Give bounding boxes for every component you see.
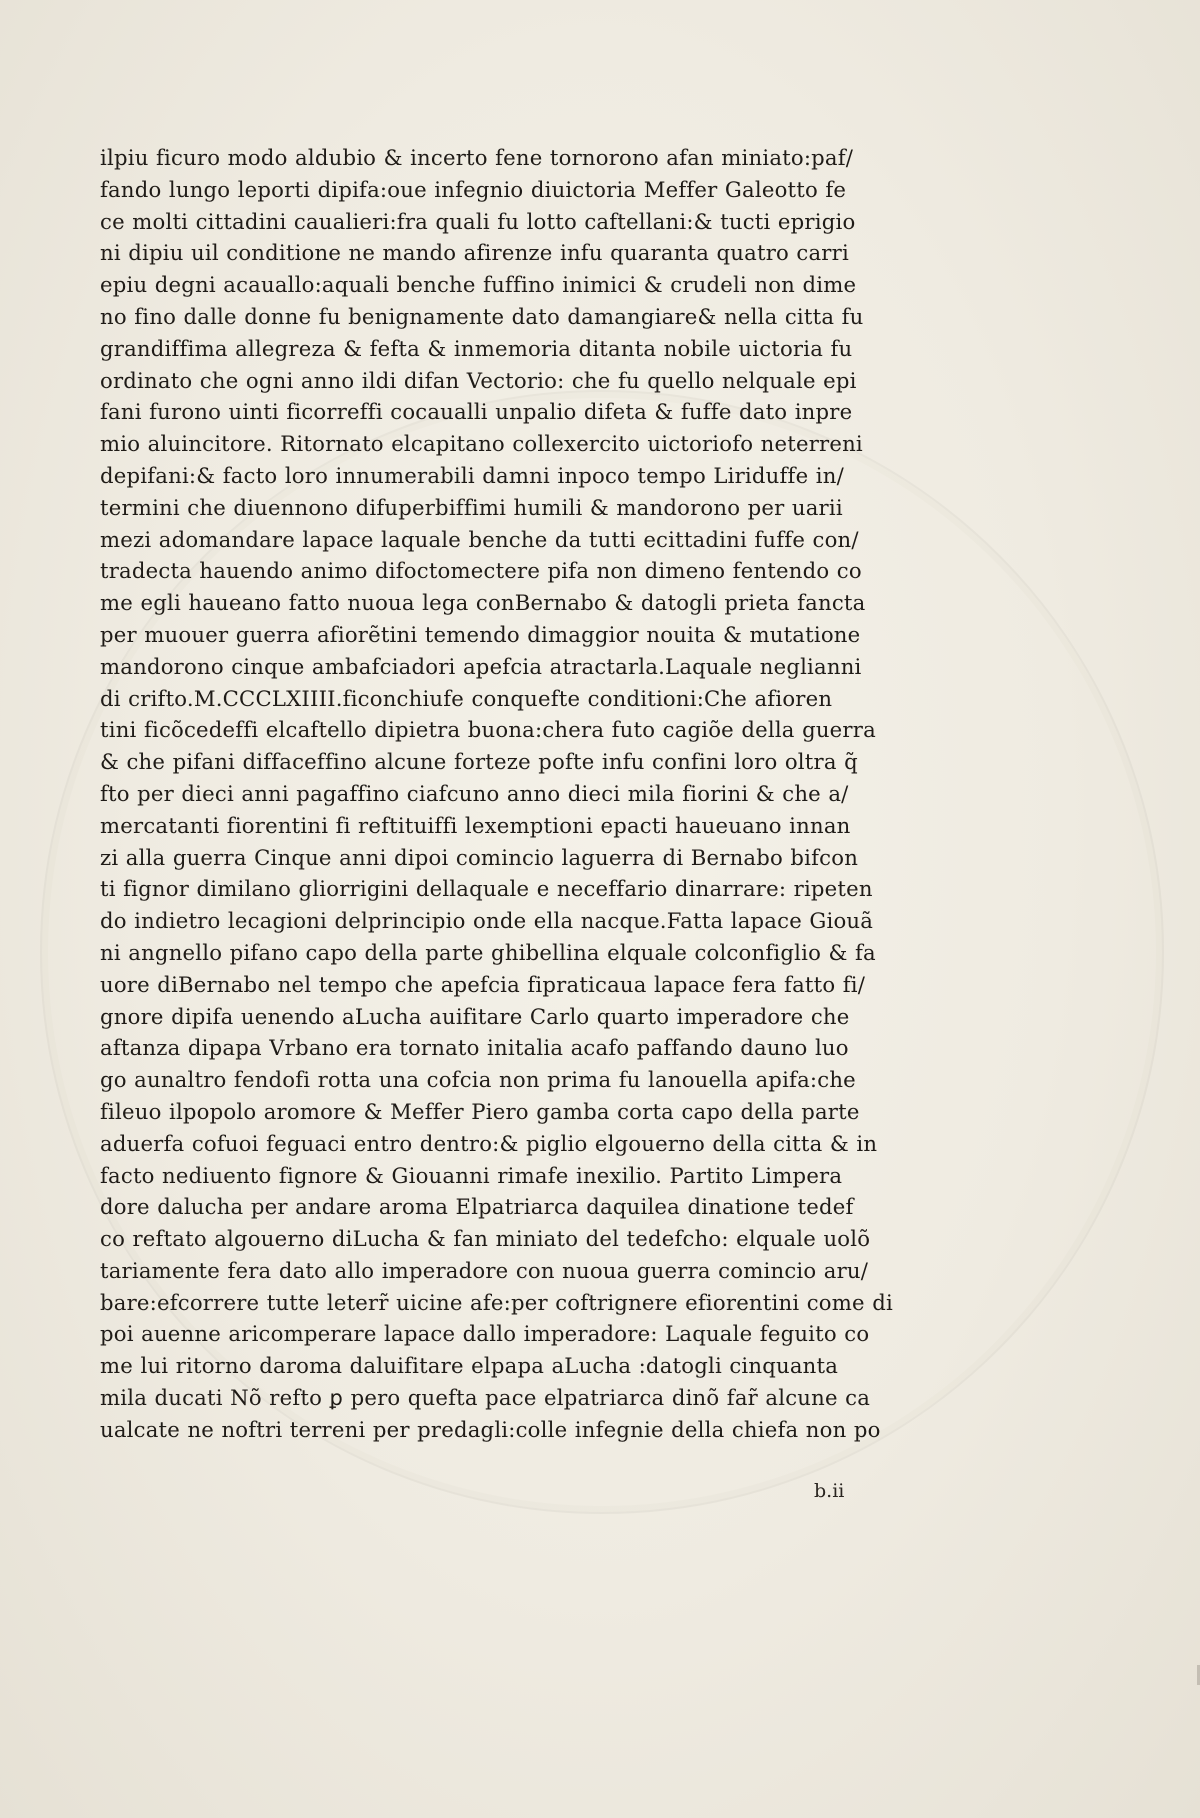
text-line: ualcate ne noftri terreni per predagli:colle infegnie della chiefa non po — [100, 1416, 881, 1442]
text-line: aduerfa cofuoi feguaci entro dentro:& piglio elgouerno della citta & in — [100, 1130, 878, 1156]
text-line: ilpiu ficuro modo aldubio & incerto fene tornorono afan miniato:paf/ — [100, 145, 854, 170]
text-line: aftanza dipapa Vrbano era tornato initalia acafo paffando dauno luo — [100, 1035, 849, 1061]
text-line: epiu degni acauallo:aquali benche fuffino inimici & crudeli non dime — [100, 272, 857, 298]
text-line: facto nediuento fignore & Giouanni rimafe inexilio. Partito Limpera — [100, 1162, 843, 1188]
text-line: do indietro lecagioni delprincipio onde ella nacque.Fatta lapace Giouã — [100, 908, 874, 934]
text-line: dore dalucha per andare aroma Elpatriarca daquilea dinatione tedef — [100, 1194, 854, 1220]
text-line: fto per dieci anni pagaffino ciafcuno anno dieci mila fiorini & che a/ — [100, 780, 849, 806]
text-line: me egli haueano fatto nuoua lega conBernabo & datogli prieta fancta — [100, 590, 866, 616]
text-line: tariamente fera dato allo imperadore con nuoua guerra comincio aru/ — [100, 1257, 869, 1283]
text-line: fani furono uinti ficorreffi cocaualli unpalio difeta & fuffe dato inpre — [100, 399, 853, 425]
text-line: tradecta hauendo animo difoctomectere pifa non dimeno fentendo co — [100, 558, 862, 584]
text-line: uore diBernabo nel tempo che apefcia fipraticaua lapace fera fatto fi/ — [100, 971, 866, 997]
text-line: termini che diuennono difuperbiffimi humili & mandorono per uarii — [100, 494, 843, 520]
text-line: poi auenne aricomperare lapace dallo imperadore: Laquale feguito co — [100, 1321, 870, 1347]
text-line: ni angnello pifano capo della parte ghibellina elquale colconfiglio & fa — [100, 939, 876, 965]
text-line: no fino dalle donne fu benignamente dato damangiare& nella citta fu — [100, 303, 864, 329]
text-line: & che pifani diffaceffino alcune forteze pofte infu confini loro oltra q̃ — [100, 749, 858, 775]
text-line: bare:efcorrere tutte leterr̃ uicine afe:per coftrignere efiorentini come di — [100, 1289, 893, 1315]
text-line: tini ficõcedeffi elcaftello dipietra buona:chera futo cagiõe della guerra — [100, 717, 876, 743]
text-line: mila ducati Nõ refto ꝑ pero quefta pace elpatriarca dinõ far̃ alcune ca — [100, 1385, 871, 1411]
text-line: ti fignor dimilano gliorrigini dellaquale e neceffario dinarrare: ripeten — [100, 876, 873, 902]
text-line: fileuo ilpopolo aromore & Meffer Piero gamba corta capo della parte — [100, 1098, 860, 1124]
text-line: me lui ritorno daroma daluifitare elpapa aLucha :datogli cinquanta — [100, 1353, 839, 1379]
text-line: ni dipiu uil conditione ne mando afirenze infu quaranta quatro carri — [100, 240, 849, 266]
text-line: di crifto.M.CCCLXIIII.ficonchiufe conquefte conditioni:Che afioren — [100, 685, 833, 711]
text-line: depifani:& facto loro innumerabili damni inpoco tempo Liriduffe in/ — [100, 462, 844, 488]
text-line: co reftato algouerno diLucha & fan miniato del tedefcho: elquale uolõ — [100, 1226, 871, 1252]
text-block — [100, 142, 893, 1446]
text-line: go aunaltro fendofi rotta una cofcia non prima fu lanouella apifa:che — [100, 1067, 856, 1093]
text-line: ce molti cittadini caualieri:fra quali fu lotto caftellani:& tucti eprigio — [100, 208, 856, 234]
text-line: zi alla guerra Cinque anni dipoi comincio laguerra di Bernabo bifcon — [100, 844, 859, 870]
text-line: mercatanti fiorentini fi reftituiffi lexemptioni epacti haueuano innan — [100, 812, 851, 838]
text-line: gnore dipifa uenendo aLucha auifitare Carlo quarto imperadore che — [100, 1003, 850, 1029]
text-line: mezi adomandare lapace laquale benche da tutti ecittadini fuffe con/ — [100, 526, 859, 552]
text-line: grandiffima allegreza & fefta & inmemoria ditanta nobile uictoria fu — [100, 335, 853, 361]
text-line: mio aluincitore. Ritornato elcapitano collexercito uictoriofo neterreni — [100, 431, 863, 457]
text-line: mandorono cinque ambafciadori apefcia atractarla.Laquale neglianni — [100, 653, 862, 679]
text-line: per muouer guerra afiorẽtini temendo dimaggior nouita & mutatione — [100, 621, 861, 647]
text-line: fando lungo leporti dipifa:oue infegnio diuictoria Meffer Galeotto fe — [100, 176, 847, 202]
signature-mark: b.ii — [814, 1480, 845, 1502]
text-line: ordinato che ogni anno ildi difan Vectorio: che fu quello nelquale epi — [100, 367, 857, 393]
